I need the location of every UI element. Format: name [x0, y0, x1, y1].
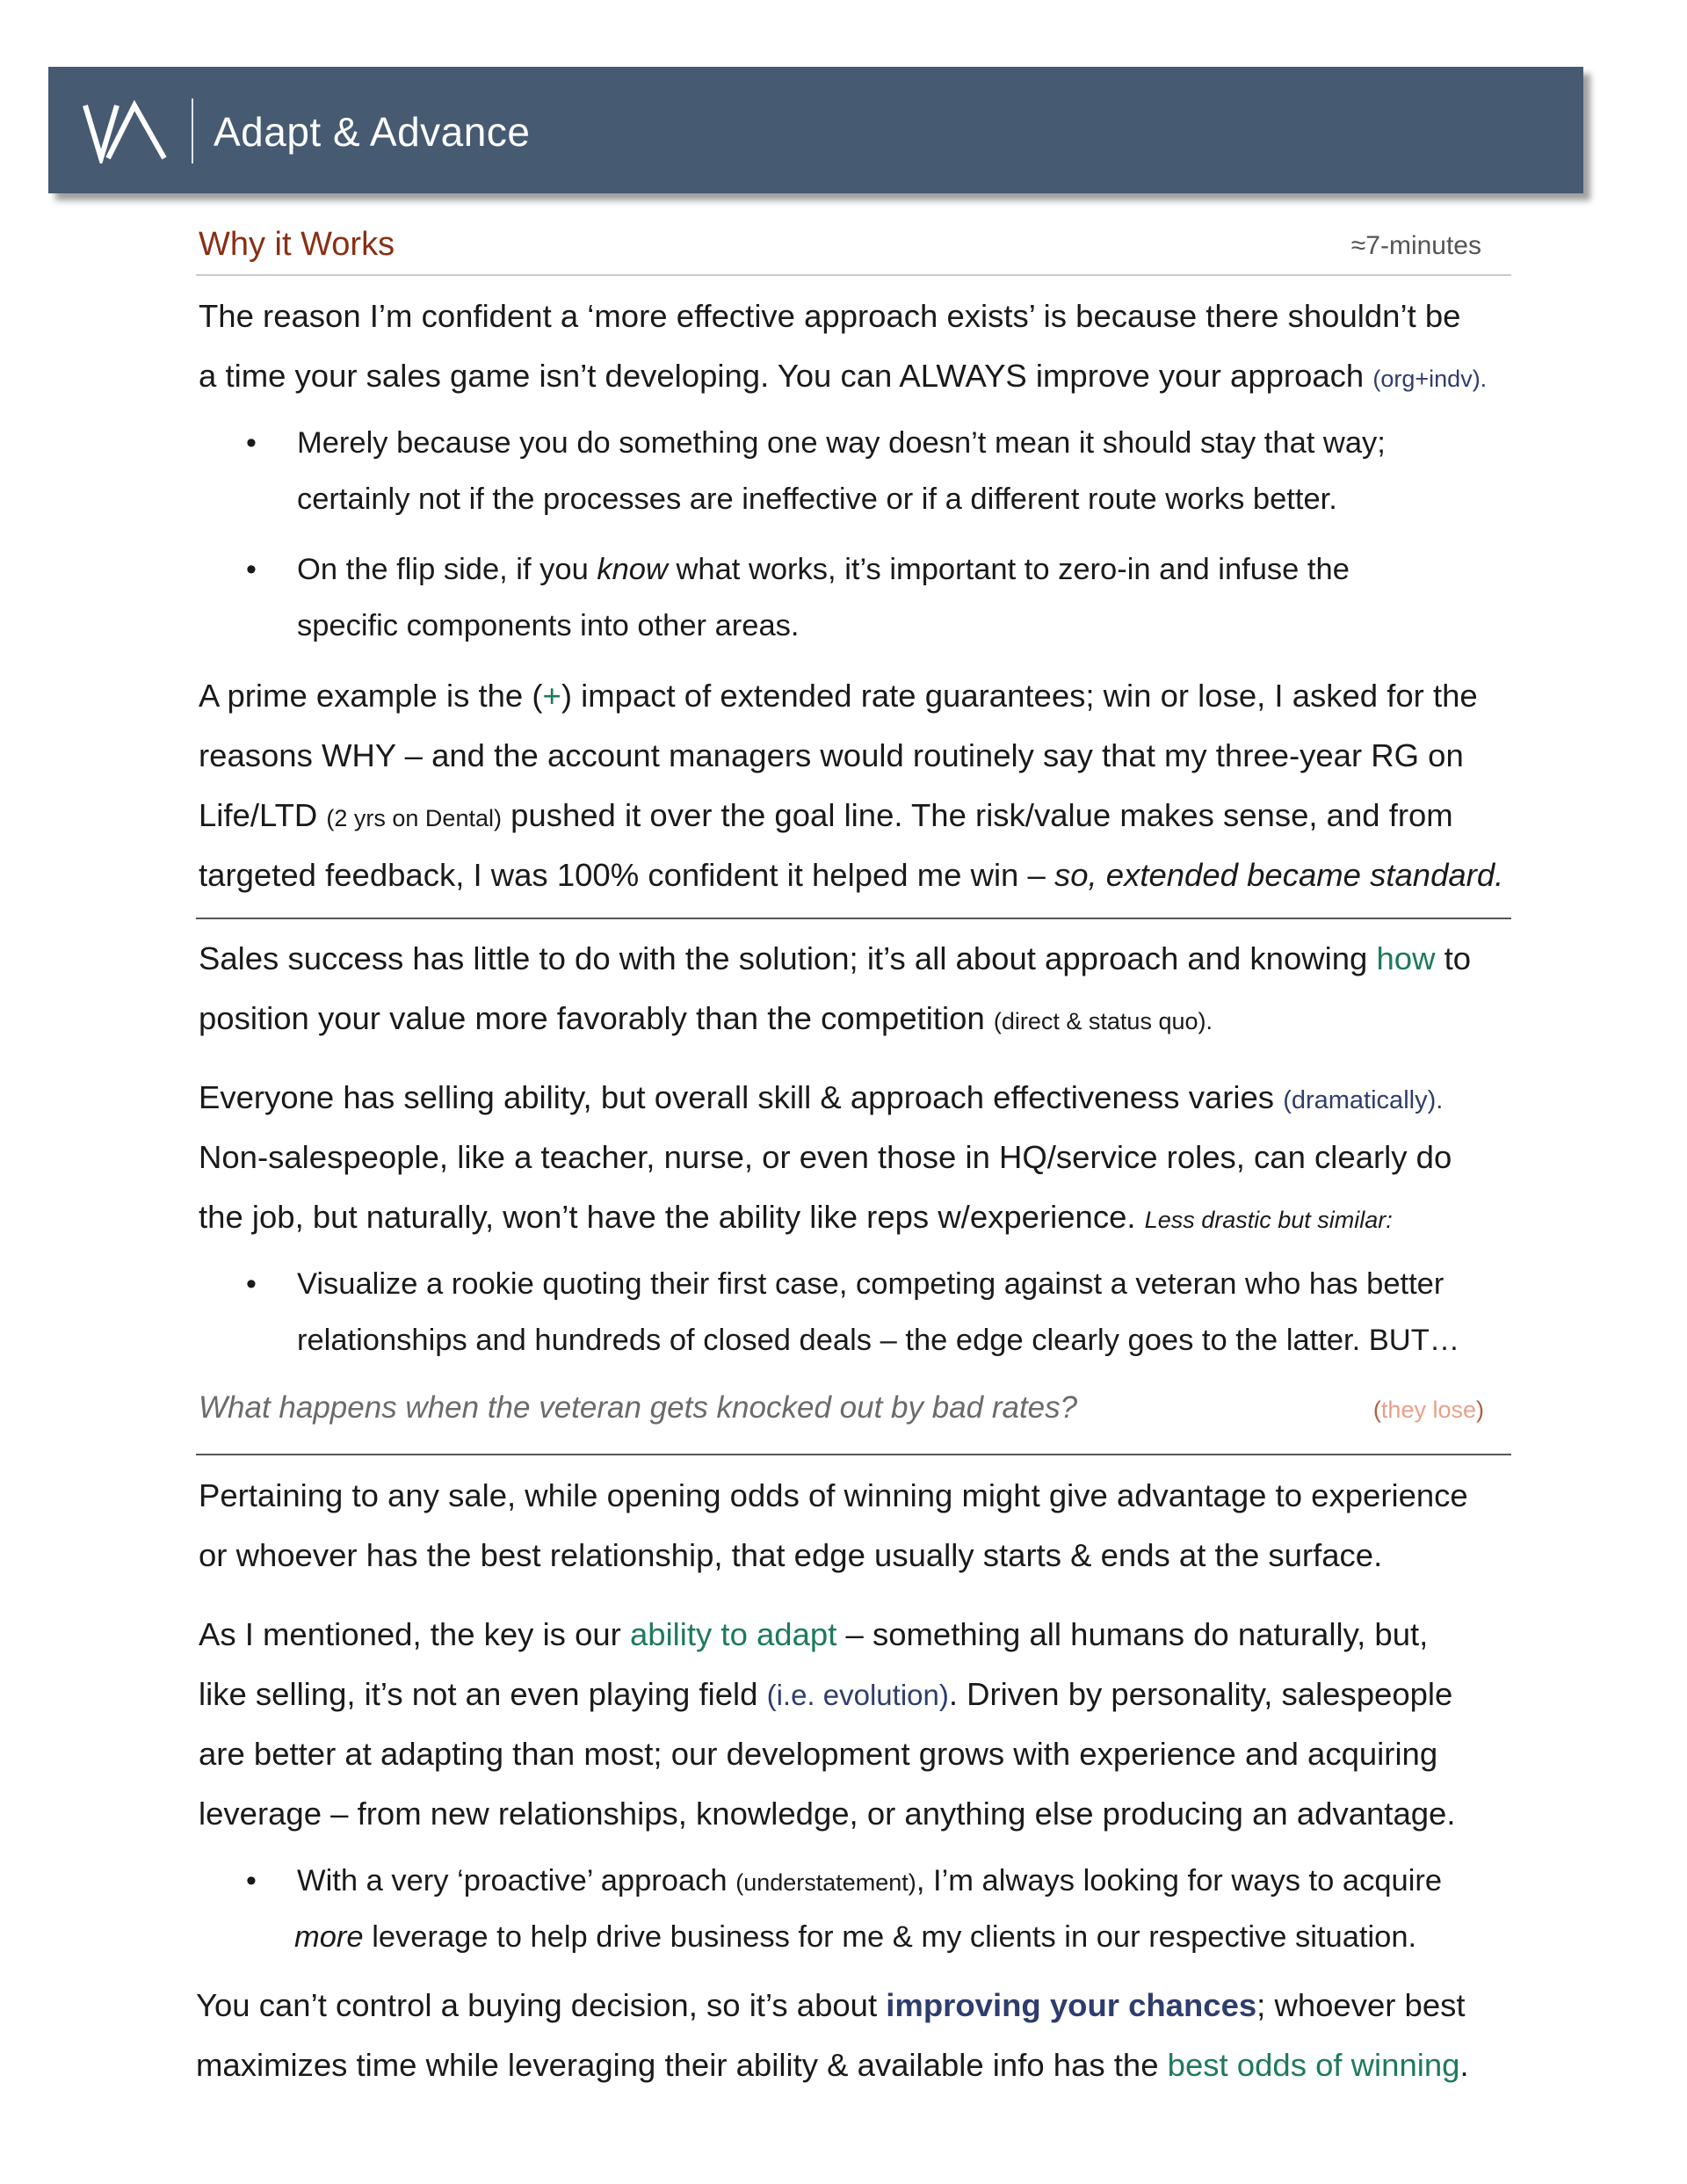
bullet-line: With a very ‘proactive’ approach (understatement), I’m always looking for ways to acquire [297, 1864, 1443, 1897]
section-divider [196, 918, 1511, 919]
paragraph-line: Everyone has selling ability, but overall skill & approach effectiveness varies (dramatically). [199, 1079, 1444, 1115]
paragraph-line: A prime example is the (+) impact of extended rate guarantees; win or lose, I asked for the [199, 678, 1478, 714]
bullet-line: On the flip side, if you know what works, it’s important to zero-in and infuse the [297, 553, 1350, 586]
bullet-line: Visualize a rookie quoting their first case, competing against a veteran who has better [297, 1267, 1444, 1301]
bullet-line: certainly not if the processes are ineffective or if a different route works better. [297, 483, 1337, 516]
brand-title: Adapt & Advance [214, 109, 531, 155]
paragraph-line: the job, but naturally, won’t have the ability like reps w/experience. Less drastic but similar: [199, 1199, 1393, 1235]
paragraph-line: reasons WHY – and the account managers would routinely say that my three-year RG on [199, 737, 1464, 773]
va-monogram-icon [82, 100, 170, 163]
paragraph-line: maximizes time while leveraging their ability & available info has the best odds of winning. [196, 2047, 1469, 2083]
highlight-text: improving your chances [886, 1987, 1257, 2023]
highlight-text: best odds of winning [1167, 2047, 1460, 2083]
inline-note: (direct & status quo). [993, 1008, 1213, 1034]
inline-note: (2 yrs on Dental) [326, 805, 502, 831]
paragraph-line: position your value more favorably than the competition (direct & status quo). [199, 1000, 1213, 1036]
bullet-icon: • [246, 1864, 257, 1897]
paragraph-line: targeted feedback, I was 100% confident it helped me win – so, extended became standard. [199, 857, 1504, 893]
header-banner [48, 67, 1583, 193]
emphasis-text: more [294, 1920, 364, 1954]
section-divider [196, 1454, 1511, 1455]
paragraph-line: leverage – from new relationships, knowledge, or anything else producing an advantage. [199, 1796, 1456, 1832]
bullet-line: relationships and hundreds of closed deals – the edge clearly goes to the latter. BUT… [297, 1324, 1460, 1357]
paragraph-line: Sales success has little to do with the solution; it’s all about approach and knowing how to [199, 940, 1472, 976]
bullet-icon: • [246, 553, 257, 586]
inline-note: (i.e. evolution) [766, 1679, 949, 1711]
section-title: Why it Works [199, 226, 395, 263]
emphasis-text: Less drastic but similar: [1144, 1207, 1393, 1233]
highlight-text: ability to adapt [629, 1616, 837, 1652]
bullet-line: Merely because you do something one way doesn’t mean it should stay that way; [297, 426, 1386, 460]
plus-sign: + [542, 678, 561, 714]
aside-note: (they lose) [1372, 1397, 1484, 1423]
bullet-icon: • [246, 426, 257, 460]
paragraph-line: are better at adapting than most; our development grows with experience and acquiring [199, 1736, 1438, 1772]
paragraph-line: like selling, it’s not an even playing field (i.e. evolution). Driven by personality, salespeople [199, 1676, 1453, 1712]
section-header [196, 221, 1511, 276]
highlight-text: how [1376, 940, 1436, 976]
bullet-line: specific components into other areas. [297, 609, 800, 642]
question-text: What happens when the veteran gets knocked out by bad rates? [199, 1390, 1078, 1425]
emphasis-text: know [597, 553, 668, 586]
logo-divider [192, 98, 193, 163]
inline-note: (org+indv). [1372, 366, 1488, 392]
paragraph-line: You can’t control a buying decision, so it’s about improving your chances; whoever best [196, 1987, 1466, 2023]
paragraph-line: a time your sales game isn’t developing. You can ALWAYS improve your approach (org+indv). [199, 358, 1488, 394]
paragraph-line: As I mentioned, the key is our ability to adapt – something all humans do naturally, but, [199, 1616, 1429, 1652]
read-time: ≈7-minutes [1350, 231, 1481, 260]
paragraph-line: or whoever has the best relationship, that edge usually starts & ends at the surface. [199, 1537, 1383, 1573]
emphasis-text: so, extended became standard. [1053, 857, 1504, 893]
bullet-line: more leverage to help drive business for me & my clients in our respective situation. [294, 1920, 1417, 1954]
paragraph-line: Non-salespeople, like a teacher, nurse, or even those in HQ/service roles, can clearly do [199, 1139, 1452, 1175]
paragraph-line: Pertaining to any sale, while opening odds of winning might give advantage to experience [199, 1477, 1468, 1513]
paragraph-line: Life/LTD (2 yrs on Dental) pushed it over the goal line. The risk/value makes sense, and from [199, 797, 1453, 833]
inline-note: (understatement) [735, 1869, 916, 1896]
bullet-icon: • [246, 1267, 257, 1301]
inline-note: (dramatically). [1283, 1086, 1444, 1114]
paragraph-line: The reason I’m confident a ‘more effective approach exists’ is because there shouldn’t be [199, 298, 1461, 334]
